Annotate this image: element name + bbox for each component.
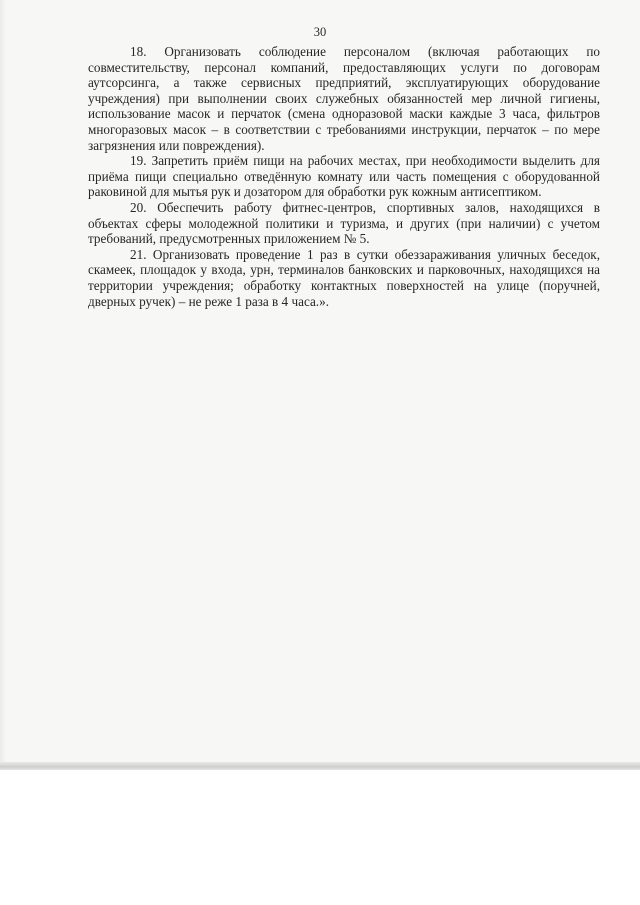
paragraph-21: 21. Организовать проведение 1 раз в сутки обеззараживания уличных беседок, скамеек, площадок у входа, урн, терминалов банковских и парковочных, находящихся на территории учреждения; обработку контактных поверхностей на улице (поручней, дверных ручек) – не реже 1 раза в 4 часа.». (88, 246, 600, 309)
page-number: 30 (313, 25, 327, 39)
scan-bottom-edge (0, 762, 640, 770)
paragraph-20: 20. Обеспечить работу фитнес-центров, спортивных залов, находящихся в объектах сферы молодежной политики и туризма, и других (при наличии) с учетом требований, предусмотренных приложением № 5. (88, 199, 600, 247)
paragraph-19: 19. Запретить приём пищи на рабочих местах, при необходимости выделить для приёма пищи специально отведённую комнату или часть помещения с оборудованной раковиной для мытья рук и дозатором для обработки рук кожным антисептиком. (88, 153, 600, 200)
document-body (88, 44, 600, 309)
scan-shadow-left (0, 0, 6, 768)
paragraph-18: 18. Организовать соблюдение персоналом (включая работающих по совместительству, персонал компаний, предоставляющих услуги по договорам аутсорсинга, а также сервисных предприятий, эксплуатирующих оборудование учреждения) при выполнении своих служебных обязанностей мер личной гигиены, использование масок и перчаток (смена одноразовой маски каждые 3 часа, фильтров многоразовых масок – в соответствии с требованиями инструкции, перчаток – по мере загрязнения или повреждения). (88, 44, 600, 153)
